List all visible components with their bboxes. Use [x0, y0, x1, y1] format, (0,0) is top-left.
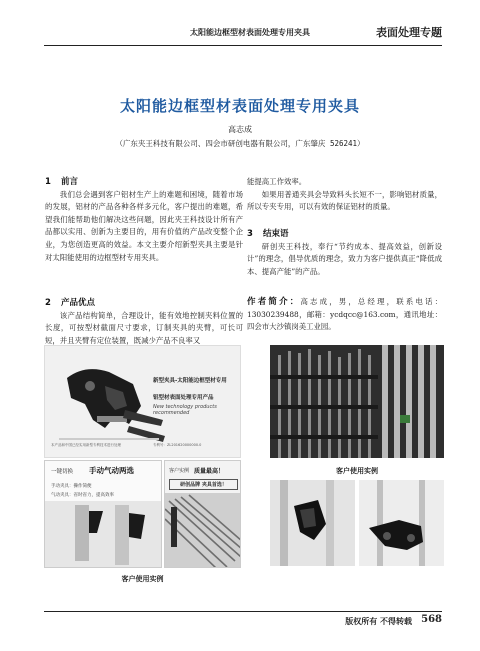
ad-switch-big: 手动气动两选	[89, 466, 134, 475]
section-3-title: 结束语	[263, 229, 289, 239]
clamp-photo-1	[270, 480, 355, 566]
rack-photo-graphic	[270, 345, 444, 458]
section-2-title: 产品优点	[61, 298, 96, 308]
customer-case-ad	[164, 460, 241, 568]
banner-line-2: 铝型材表面处理专用产品	[153, 395, 214, 401]
footer-rule	[44, 611, 442, 612]
ad-switch-small: 一键切换	[51, 469, 74, 475]
caption-left: 客户使用实例	[121, 575, 164, 583]
clamp-hand-graphic	[45, 461, 162, 568]
affiliation: （广东夹王科技有限公司、四会市研创电器有限公司，广东肇庆 526241）	[115, 139, 365, 148]
ad-manual: 手动夹具：操作简便	[51, 484, 92, 489]
left-column-bottom	[45, 297, 243, 347]
copyright-notice: 版权所有 不得转载	[345, 616, 412, 626]
section-3-heading	[247, 228, 442, 241]
banner-small-1: 本产品和中国已经实用新型专利技术进行处理	[51, 443, 121, 447]
clamp-photo-2	[359, 480, 444, 566]
author: 高志成	[228, 125, 252, 134]
left-column-top	[45, 176, 243, 264]
manual-pneumatic-ad	[44, 460, 162, 568]
page-number: 568	[421, 614, 442, 625]
bio-label: 作者简介：	[247, 297, 301, 307]
section-2-continued-2: 如果用普通夹具会导致料头长短不一，影响铝材质量，所以专夹专用，可以有效的保证铝材的质量。	[247, 189, 442, 212]
section-3-paragraph: 研创夹王科技，奉行“节约成本、提高效益，创新设计”的理念，倡导优质的理念，致力为客户提供真正“降低成本、提高产能”的产品。	[247, 241, 442, 276]
section-2-heading	[45, 297, 243, 310]
ad-case-big: 质量最高！	[194, 468, 225, 475]
section-1-paragraph: 我们总会遇到客户铝材生产上的难题和困境，随着市场的发展，铝材的产品各种各样多元化，客户提出的难题，希望我们能帮助他们解决这些问题，因此夹王科技设计所有产品都以实用、创新为主要目的，用有价值的产品改变整个企业，为您创造更高的效益。本文主要介绍新型夹具主要是针对太阳能使用的边框型材专用夹具。	[45, 189, 243, 262]
caption-right: 客户使用实例	[336, 467, 378, 475]
product-banner-image	[44, 345, 241, 458]
clamp-product-graphic	[45, 346, 241, 458]
clamp-photo-2-graphic	[359, 480, 444, 566]
banner-line-1: 新型夹具-太阳能边框型材专用	[153, 378, 227, 384]
section-2-continued: 能提高工作效率。	[247, 177, 307, 186]
section-1-heading	[45, 176, 243, 189]
section-2-paragraph: 该产品结构简单，合理设计，能有效地控制夹料位置的长度，可按型材截面尺寸要求，订制夹具的夹臂，可长可短，并且夹臂有定位装置，既减少产品不良率又	[45, 310, 243, 345]
ad-case-small: 客户实例	[169, 468, 190, 474]
article-title: 太阳能边框型材表面处理专用夹具	[119, 97, 360, 115]
ad-pneumatic: 气动夹具：省时省力，提高效率	[51, 493, 114, 498]
right-column-mid	[247, 228, 442, 278]
header-rule	[44, 45, 442, 46]
section-label: 表面处理专题	[376, 26, 442, 39]
bio-text: 高志成，男，总经理，联系电话：13030239488，邮箱：ycdqcc@163.com，通讯地址：四会市大沙镇岗美工业园。	[247, 297, 442, 332]
right-column-top	[247, 176, 442, 214]
clamp-photo-1-graphic	[270, 480, 355, 566]
author-bio	[247, 296, 442, 334]
profile-rack-graphic	[165, 461, 241, 568]
banner-small-2: 专利号：ZL201620000000.0	[153, 443, 202, 447]
ad-brand-box: 研创品牌 夹具首选！	[169, 479, 238, 490]
section-2-number: 2	[45, 298, 51, 308]
section-1-title: 前言	[61, 177, 79, 187]
section-1-number: 1	[45, 177, 51, 187]
banner-line-3: New technology products recommended	[153, 404, 217, 416]
section-3-number: 3	[247, 229, 253, 239]
rack-photo	[270, 345, 444, 458]
running-title: 太阳能边框型材表面处理专用夹具	[190, 27, 310, 37]
